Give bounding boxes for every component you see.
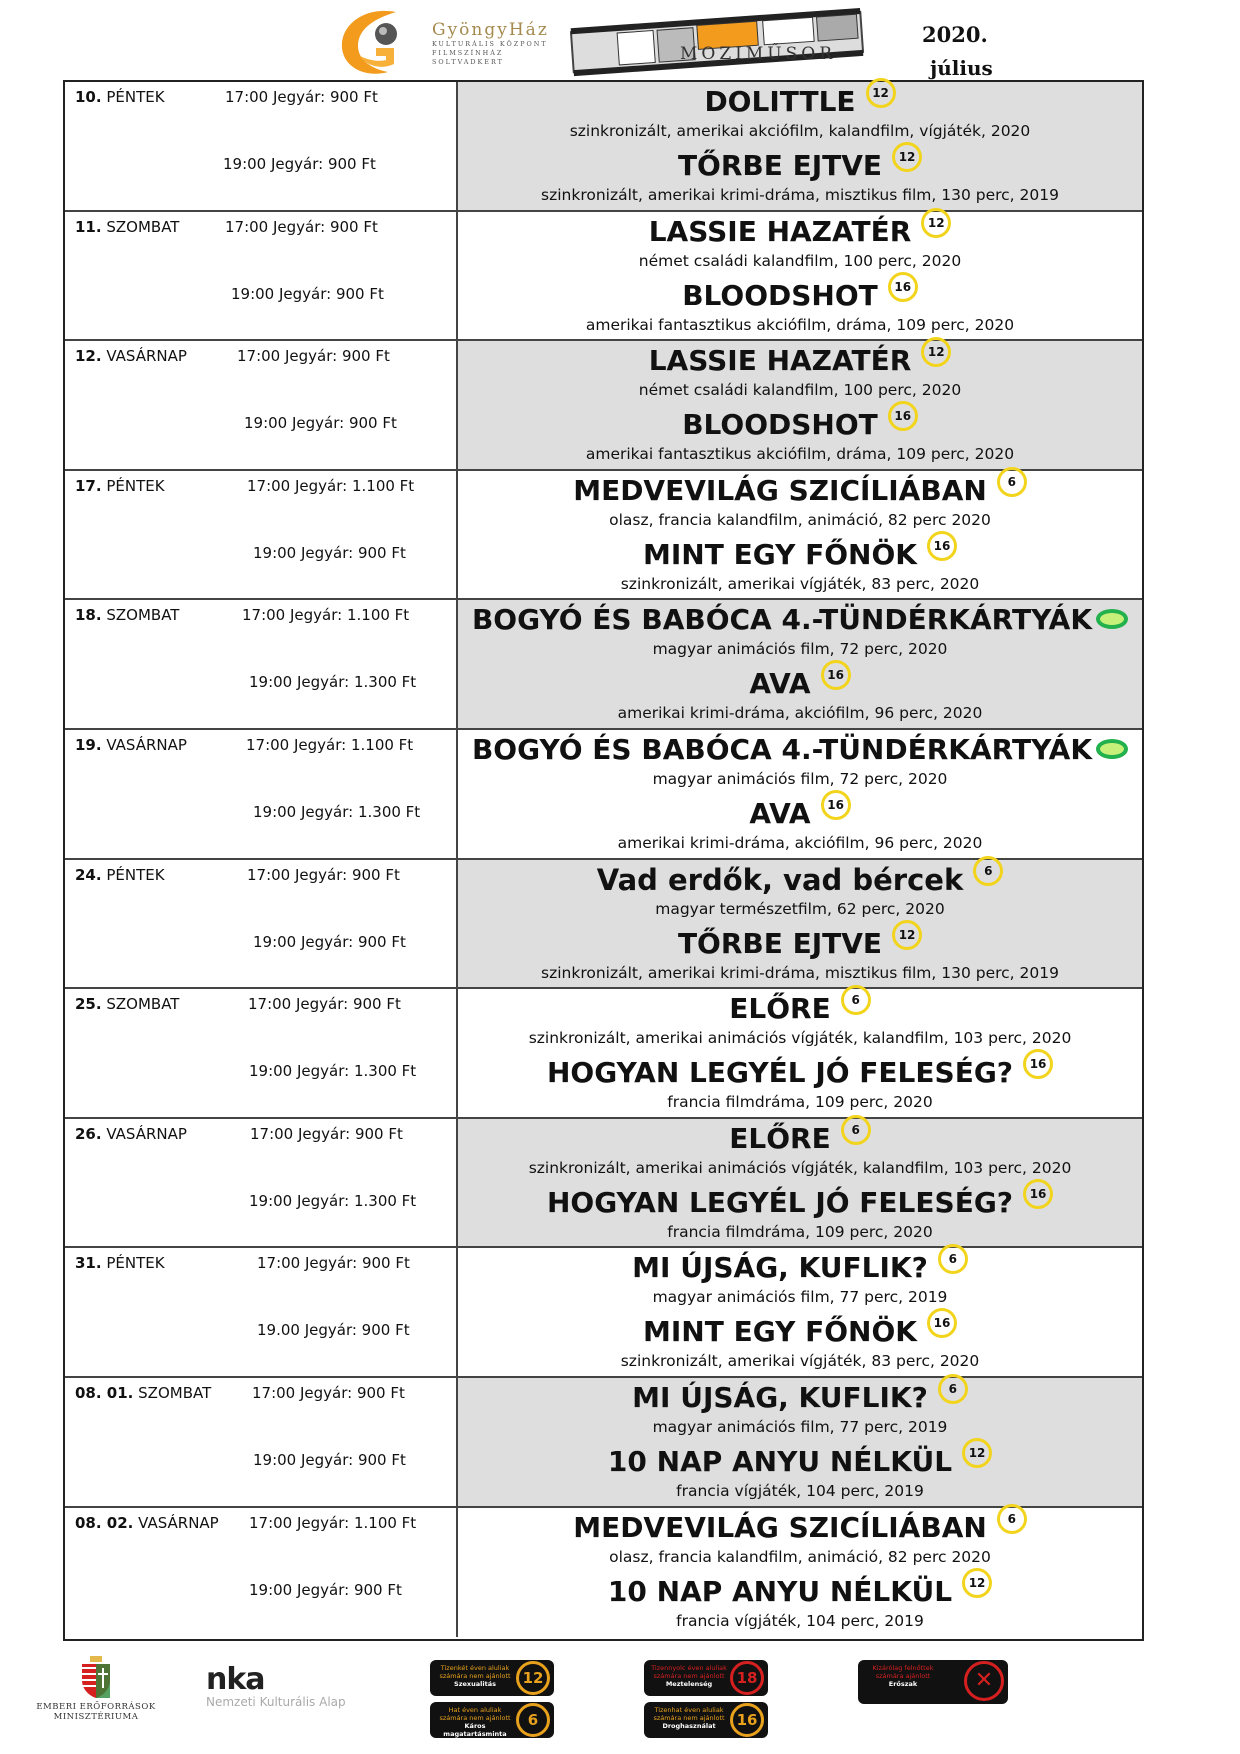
film-description: német családi kalandfilm, 100 perc, 2020: [638, 381, 962, 400]
day-label: [75, 866, 165, 884]
film-title-text: MI ÚJSÁG, KUFLIK?: [632, 1251, 928, 1285]
films: [458, 1378, 1142, 1506]
film-title: [472, 732, 1128, 768]
rating-circle-icon: 6: [516, 1703, 550, 1737]
day-row: [65, 989, 1142, 1119]
showtime-1: 17:00 Jegyár: 900 Ft: [237, 347, 390, 366]
year: 2020.: [922, 22, 988, 47]
film-title: [729, 991, 870, 1027]
badge-line: Tizenhat éven aluliak: [654, 1706, 724, 1714]
film-entry: [458, 732, 1142, 790]
showtime-1: 17:00 Jegyár: 1.100 Ft: [249, 1513, 417, 1532]
film-title: [678, 148, 922, 184]
film-description: francia filmdráma, 109 perc, 2020: [667, 1093, 933, 1112]
day-number: 10.: [75, 88, 102, 106]
film-description: szinkronizált, amerikai akciófilm, kalandfilm, vígjáték, 2020: [569, 122, 1031, 140]
film-description: amerikai fantasztikus akciófilm, dráma, 109 perc, 2020: [585, 315, 1015, 334]
film-title-text: HOGYAN LEGYÉL JÓ FELESÉG?: [546, 1185, 1014, 1219]
film-title: [632, 1380, 968, 1416]
films: [458, 730, 1142, 858]
day-name: SZOMBAT: [138, 1383, 212, 1402]
age-rating-badge-icon: 12: [892, 920, 922, 950]
film-title-text: LASSIE HAZATÉR: [648, 214, 912, 248]
age-rating-badge-icon: 16: [821, 660, 851, 690]
film-title-text: MEDVEVILÁG SZICÍLIÁBAN: [573, 473, 987, 507]
film-entry: [458, 343, 1142, 401]
day-info: [65, 1248, 458, 1376]
film-title: [704, 84, 895, 120]
films: [458, 82, 1142, 210]
gyongyhaz-logo-icon: [336, 6, 428, 78]
film-description: magyar animációs film, 72 perc, 2020: [652, 769, 948, 788]
film-title-text: BOGYÓ ÉS BABÓCA 4.-TÜNDÉRKÁRTYÁK: [471, 603, 1093, 637]
films: [458, 341, 1142, 469]
day-name: PÉNTEK: [106, 476, 165, 495]
day-row: [65, 82, 1142, 212]
film-description: amerikai krimi-dráma, akciófilm, 96 perc, 2020: [617, 833, 983, 852]
showtime-2: 19:00 Jegyár: 900 Ft: [223, 155, 376, 173]
day-name: VASÁRNAP: [106, 735, 187, 754]
rating-circle-icon: 12: [516, 1661, 550, 1695]
film-entry: [458, 1380, 1142, 1438]
age-rating-badge-icon: 16: [888, 401, 918, 431]
film-title-text: MI ÚJSÁG, KUFLIK?: [632, 1380, 928, 1414]
films: [458, 600, 1142, 728]
age-rating-badge-icon: 6: [997, 467, 1027, 497]
film-entry: [458, 1250, 1142, 1308]
age-rating-badge-icon: 16: [888, 272, 918, 302]
age-rating-legend-badge: [644, 1660, 768, 1696]
film-description: olasz, francia kalandfilm, animáció, 82 perc 2020: [609, 1547, 991, 1566]
day-row: [65, 1378, 1142, 1508]
film-description: magyar természetfilm, 62 perc, 2020: [655, 899, 945, 918]
badge-text: [864, 1664, 942, 1688]
film-description: olasz, francia kalandfilm, animáció, 82 perc 2020: [609, 510, 991, 529]
day-number: 08. 02.: [75, 1513, 134, 1532]
film-title-text: MINT EGY FŐNÖK: [643, 1315, 917, 1349]
day-name: PÉNTEK: [106, 865, 165, 884]
showtime-2: 19.00 Jegyár: 900 Ft: [257, 1321, 410, 1340]
film-title: [649, 343, 952, 379]
day-number: 08. 01.: [75, 1383, 134, 1402]
emmi-text-1: EMBERI ERŐFORRÁSOK: [36, 1702, 156, 1712]
nka-logo-text: nka: [206, 1662, 265, 1697]
badge-text: [650, 1706, 728, 1730]
film-description: szinkronizált, amerikai vígjáték, 83 perc, 2020: [620, 1352, 980, 1371]
logo-text: [432, 20, 562, 67]
film-description: amerikai fantasztikus akciófilm, dráma, 109 perc, 2020: [585, 445, 1015, 464]
film-entry: [458, 537, 1142, 595]
film-description: szinkronizált, amerikai krimi-dráma, misztikus film, 130 perc, 2019: [541, 963, 1059, 982]
day-info: [65, 82, 458, 210]
age-rating-badge-icon: 6: [841, 985, 871, 1015]
film-title: [749, 666, 850, 702]
film-description: szinkronizált, amerikai krimi-dráma, misztikus film, 130 perc, 2019: [541, 186, 1059, 204]
day-label: [75, 218, 179, 236]
age-rating-badge-icon: 16: [821, 790, 851, 820]
day-name: VASÁRNAP: [106, 1124, 187, 1143]
film-title-text: BLOODSHOT: [682, 408, 878, 442]
showtime-1: 17:00 Jegyár: 900 Ft: [225, 88, 378, 106]
film-title: [547, 1185, 1053, 1221]
film-title-text: 10 NAP ANYU NÉLKÜL: [607, 1574, 953, 1608]
films: [458, 989, 1142, 1117]
film-title-text: TŐRBE EJTVE: [677, 926, 883, 960]
badge-line: Droghasználat: [662, 1722, 716, 1730]
film-title-text: BOGYÓ ÉS BABÓCA 4.-TÜNDÉRKÁRTYÁK: [471, 732, 1093, 766]
film-entry: [458, 473, 1142, 531]
day-info: [65, 730, 458, 858]
badge-line: Kizárólag felnőttek: [872, 1664, 934, 1672]
logo-sub-1: KULTURÁLIS KÖZPONT: [432, 40, 548, 48]
film-title-text: ELŐRE: [729, 1121, 831, 1155]
film-description: magyar animációs film, 72 perc, 2020: [652, 640, 948, 659]
film-title: [608, 1444, 992, 1480]
day-row: [65, 1248, 1142, 1378]
film-title-text: AVA: [749, 667, 811, 701]
age-rating-badge-icon: 6: [973, 856, 1003, 886]
day-info: [65, 471, 458, 599]
day-info: [65, 341, 458, 469]
rating-circle-icon: 18: [730, 1661, 764, 1695]
film-entry: [458, 1185, 1142, 1243]
day-label: [75, 1125, 187, 1143]
badge-line: Szexualitás: [454, 1680, 496, 1688]
day-info: [65, 989, 458, 1117]
showtime-2: 19:00 Jegyár: 1.300 Ft: [253, 802, 421, 821]
day-label: [75, 347, 187, 365]
day-row: [65, 1119, 1142, 1249]
badge-line: Hat éven aluliak: [448, 1706, 502, 1714]
age-rating-badge-icon: 12: [921, 208, 951, 238]
film-entry: [458, 148, 1142, 206]
showtime-1: 17:00 Jegyár: 1.100 Ft: [247, 476, 415, 495]
age-rating-legend-badge: [644, 1702, 768, 1738]
badge-text: [650, 1664, 728, 1688]
nka-logo: [206, 1662, 356, 1709]
showtime-1: 17:00 Jegyár: 900 Ft: [250, 1124, 403, 1143]
badge-line: számára nem ajánlott: [653, 1714, 725, 1722]
day-name: PÉNTEK: [106, 88, 165, 106]
age-rating-badge-icon: 16: [1023, 1179, 1053, 1209]
day-row: [65, 600, 1142, 730]
showtime-1: 17:00 Jegyár: 1.100 Ft: [246, 735, 414, 754]
day-name: PÉNTEK: [106, 1254, 165, 1273]
day-label: [75, 1514, 219, 1532]
film-title: [573, 473, 1027, 509]
age-rating-legend-badge: [430, 1660, 554, 1696]
film-description: szinkronizált, amerikai vígjáték, 83 perc, 2020: [620, 574, 980, 593]
film-title-text: BLOODSHOT: [682, 278, 878, 312]
badge-line: számára nem ajánlott: [439, 1714, 511, 1722]
age-rating-badge-icon: 12: [892, 142, 922, 172]
films: [458, 471, 1142, 599]
day-number: 19.: [75, 735, 102, 754]
logo-name: GyöngyHáz: [432, 20, 549, 40]
showtime-1: 17:00 Jegyár: 900 Ft: [252, 1383, 405, 1402]
age-rating-badge-icon: 12: [962, 1438, 992, 1468]
film-title: [649, 214, 952, 250]
day-row: [65, 341, 1142, 471]
age-rating-badge-icon: 16: [927, 531, 957, 561]
day-info: [65, 1378, 458, 1506]
film-title: [643, 537, 957, 573]
day-info: [65, 860, 458, 988]
badge-line: számára nem ajánlott: [653, 1672, 725, 1680]
showtime-2: 19:00 Jegyár: 900 Ft: [253, 543, 406, 562]
day-name: SZOMBAT: [106, 995, 180, 1014]
badge-line: Erőszak: [888, 1680, 918, 1688]
all-ages-rating-icon: [1096, 609, 1128, 629]
filmstrip-icon: [568, 4, 868, 80]
films: [458, 860, 1142, 988]
badge-line: számára ajánlott: [875, 1672, 931, 1680]
badge-line: Káros magatartásminta: [443, 1722, 507, 1738]
day-number: 17.: [75, 476, 102, 495]
age-rating-badge-icon: 16: [1023, 1049, 1053, 1079]
day-number: 11.: [75, 217, 102, 236]
showtime-1: 17:00 Jegyár: 900 Ft: [225, 217, 378, 236]
day-number: 31.: [75, 1254, 102, 1273]
badge-line: Meztelenség: [665, 1680, 713, 1688]
badge-text: [436, 1706, 514, 1738]
age-rating-badge-icon: 12: [866, 78, 896, 108]
day-row: [65, 730, 1142, 860]
film-entry: [458, 926, 1142, 984]
film-title: [472, 602, 1128, 638]
day-info: [65, 1119, 458, 1247]
day-label: [75, 477, 165, 495]
day-number: 18.: [75, 606, 102, 625]
day-info: [65, 1508, 458, 1638]
film-entry: [458, 1314, 1142, 1372]
film-entry: [458, 407, 1142, 465]
age-rating-badge-icon: 6: [997, 1504, 1027, 1534]
day-number: 24.: [75, 865, 102, 884]
day-label: [75, 995, 179, 1013]
logo-sub-2: FILMSZÍNHÁZ: [432, 49, 504, 57]
schedule-table: [63, 80, 1144, 1641]
logo-sub-3: SOLTVADKERT: [432, 58, 504, 66]
showtime-2: 19:00 Jegyár: 900 Ft: [244, 414, 397, 433]
film-description: amerikai krimi-dráma, akciófilm, 96 perc, 2020: [617, 704, 983, 723]
film-title-text: LASSIE HAZATÉR: [648, 344, 912, 378]
day-number: 25.: [75, 995, 102, 1014]
film-title-text: HOGYAN LEGYÉL JÓ FELESÉG?: [546, 1056, 1014, 1090]
hungarian-coat-of-arms-icon: [76, 1654, 116, 1698]
film-entry: [458, 214, 1142, 272]
film-description: szinkronizált, amerikai animációs vígjáték, kalandfilm, 103 perc, 2020: [528, 1158, 1072, 1177]
day-label: [75, 736, 187, 754]
film-title: [643, 1314, 957, 1350]
film-title-text: Vad erdők, vad bércek: [596, 862, 964, 897]
film-title-text: ELŐRE: [729, 992, 831, 1026]
showtime-1: 17:00 Jegyár: 1.100 Ft: [242, 606, 410, 625]
film-entry: [458, 991, 1142, 1049]
nka-text: Nemzeti Kulturális Alap: [206, 1695, 346, 1709]
month: július: [930, 56, 993, 80]
showtime-2: 19:00 Jegyár: 900 Ft: [231, 284, 384, 303]
day-row: [65, 860, 1142, 990]
film-title: [682, 278, 918, 314]
showtime-2: 19:00 Jegyár: 1.300 Ft: [249, 1062, 417, 1081]
rating-circle-icon: ✕: [964, 1661, 1004, 1701]
film-title-text: 10 NAP ANYU NÉLKÜL: [607, 1444, 953, 1478]
film-title-text: DOLITTLE: [704, 85, 856, 118]
age-rating-badge-icon: 12: [921, 337, 951, 367]
film-entry: [458, 602, 1142, 660]
all-ages-rating-icon: [1096, 739, 1128, 759]
emmi-text-2: MINISZTÉRIUMA: [53, 1712, 139, 1722]
films: [458, 1119, 1142, 1247]
showtime-1: 17:00 Jegyár: 900 Ft: [257, 1254, 410, 1273]
film-title-text: MINT EGY FŐNÖK: [643, 537, 917, 571]
footer: [0, 1650, 1240, 1754]
film-description: magyar animációs film, 77 perc, 2019: [652, 1417, 948, 1436]
film-entry: [458, 862, 1142, 920]
program-title: MOZIMŰSOR: [680, 44, 836, 64]
film-title: [632, 1250, 968, 1286]
showtime-1: 17:00 Jegyár: 900 Ft: [248, 995, 401, 1014]
film-entry: [458, 1444, 1142, 1502]
badge-text: [436, 1664, 514, 1688]
day-row: [65, 1508, 1142, 1638]
film-entry: [458, 1510, 1142, 1568]
day-info: [65, 600, 458, 728]
header: [0, 0, 1240, 82]
badge-line: számára nem ajánlott: [439, 1672, 511, 1680]
showtime-2: 19:00 Jegyár: 900 Ft: [253, 932, 406, 951]
film-title: [547, 1055, 1053, 1091]
day-row: [65, 471, 1142, 601]
day-number: 12.: [75, 347, 102, 366]
badge-line: Tizenkét éven aluliak: [440, 1664, 510, 1672]
day-label: [75, 88, 165, 106]
age-rating-badge-icon: 6: [841, 1115, 871, 1145]
emmi-logo: [36, 1654, 156, 1722]
showtime-2: 19:00 Jegyár: 1.300 Ft: [249, 1191, 417, 1210]
film-title-text: TŐRBE EJTVE: [677, 149, 883, 182]
film-entry: [458, 84, 1142, 142]
film-description: német családi kalandfilm, 100 perc, 2020: [638, 251, 962, 270]
age-rating-badge-icon: 6: [938, 1244, 968, 1274]
day-label: [75, 1384, 211, 1402]
film-title: [749, 796, 850, 832]
day-name: SZOMBAT: [106, 606, 180, 625]
badge-line: Tizennyolc éven aluliak: [651, 1664, 727, 1672]
day-name: VASÁRNAP: [106, 347, 187, 366]
film-title: [729, 1121, 870, 1157]
showtime-2: 19:00 Jegyár: 900 Ft: [249, 1580, 402, 1599]
film-title: [573, 1510, 1027, 1546]
films: [458, 1508, 1142, 1638]
age-rating-badge-icon: 6: [938, 1374, 968, 1404]
showtime-2: 19:00 Jegyár: 1.300 Ft: [249, 673, 417, 692]
film-description: francia filmdráma, 109 perc, 2020: [667, 1222, 933, 1241]
films: [458, 212, 1142, 340]
film-description: magyar animációs film, 77 perc, 2019: [652, 1288, 948, 1307]
film-entry: [458, 1574, 1142, 1632]
film-description: francia vígjáték, 104 perc, 2019: [676, 1481, 924, 1500]
day-label: [75, 606, 179, 624]
age-rating-badge-icon: 16: [927, 1308, 957, 1338]
film-title: [678, 926, 922, 962]
film-entry: [458, 1121, 1142, 1179]
film-entry: [458, 1055, 1142, 1113]
film-entry: [458, 666, 1142, 724]
day-name: VASÁRNAP: [138, 1513, 219, 1532]
films: [458, 1248, 1142, 1376]
film-entry: [458, 796, 1142, 854]
age-rating-badge-icon: 12: [962, 1568, 992, 1598]
day-row: [65, 212, 1142, 342]
day-number: 26.: [75, 1124, 102, 1143]
rating-circle-icon: 16: [730, 1703, 764, 1737]
film-entry: [458, 278, 1142, 336]
day-info: [65, 212, 458, 340]
film-title-text: MEDVEVILÁG SZICÍLIÁBAN: [573, 1510, 987, 1544]
age-rating-legend-badge: [430, 1702, 554, 1738]
film-description: francia vígjáték, 104 perc, 2019: [676, 1611, 924, 1630]
age-rating-legend-badge: [858, 1660, 1008, 1704]
film-title-text: AVA: [749, 796, 811, 830]
film-title: [608, 1574, 992, 1610]
film-title: [682, 407, 918, 443]
showtime-1: 17:00 Jegyár: 900 Ft: [247, 865, 400, 884]
day-name: SZOMBAT: [106, 217, 180, 236]
showtime-2: 19:00 Jegyár: 900 Ft: [253, 1450, 406, 1469]
film-title: [597, 862, 1004, 898]
day-label: [75, 1254, 165, 1272]
film-description: szinkronizált, amerikai animációs vígjáték, kalandfilm, 103 perc, 2020: [528, 1029, 1072, 1048]
